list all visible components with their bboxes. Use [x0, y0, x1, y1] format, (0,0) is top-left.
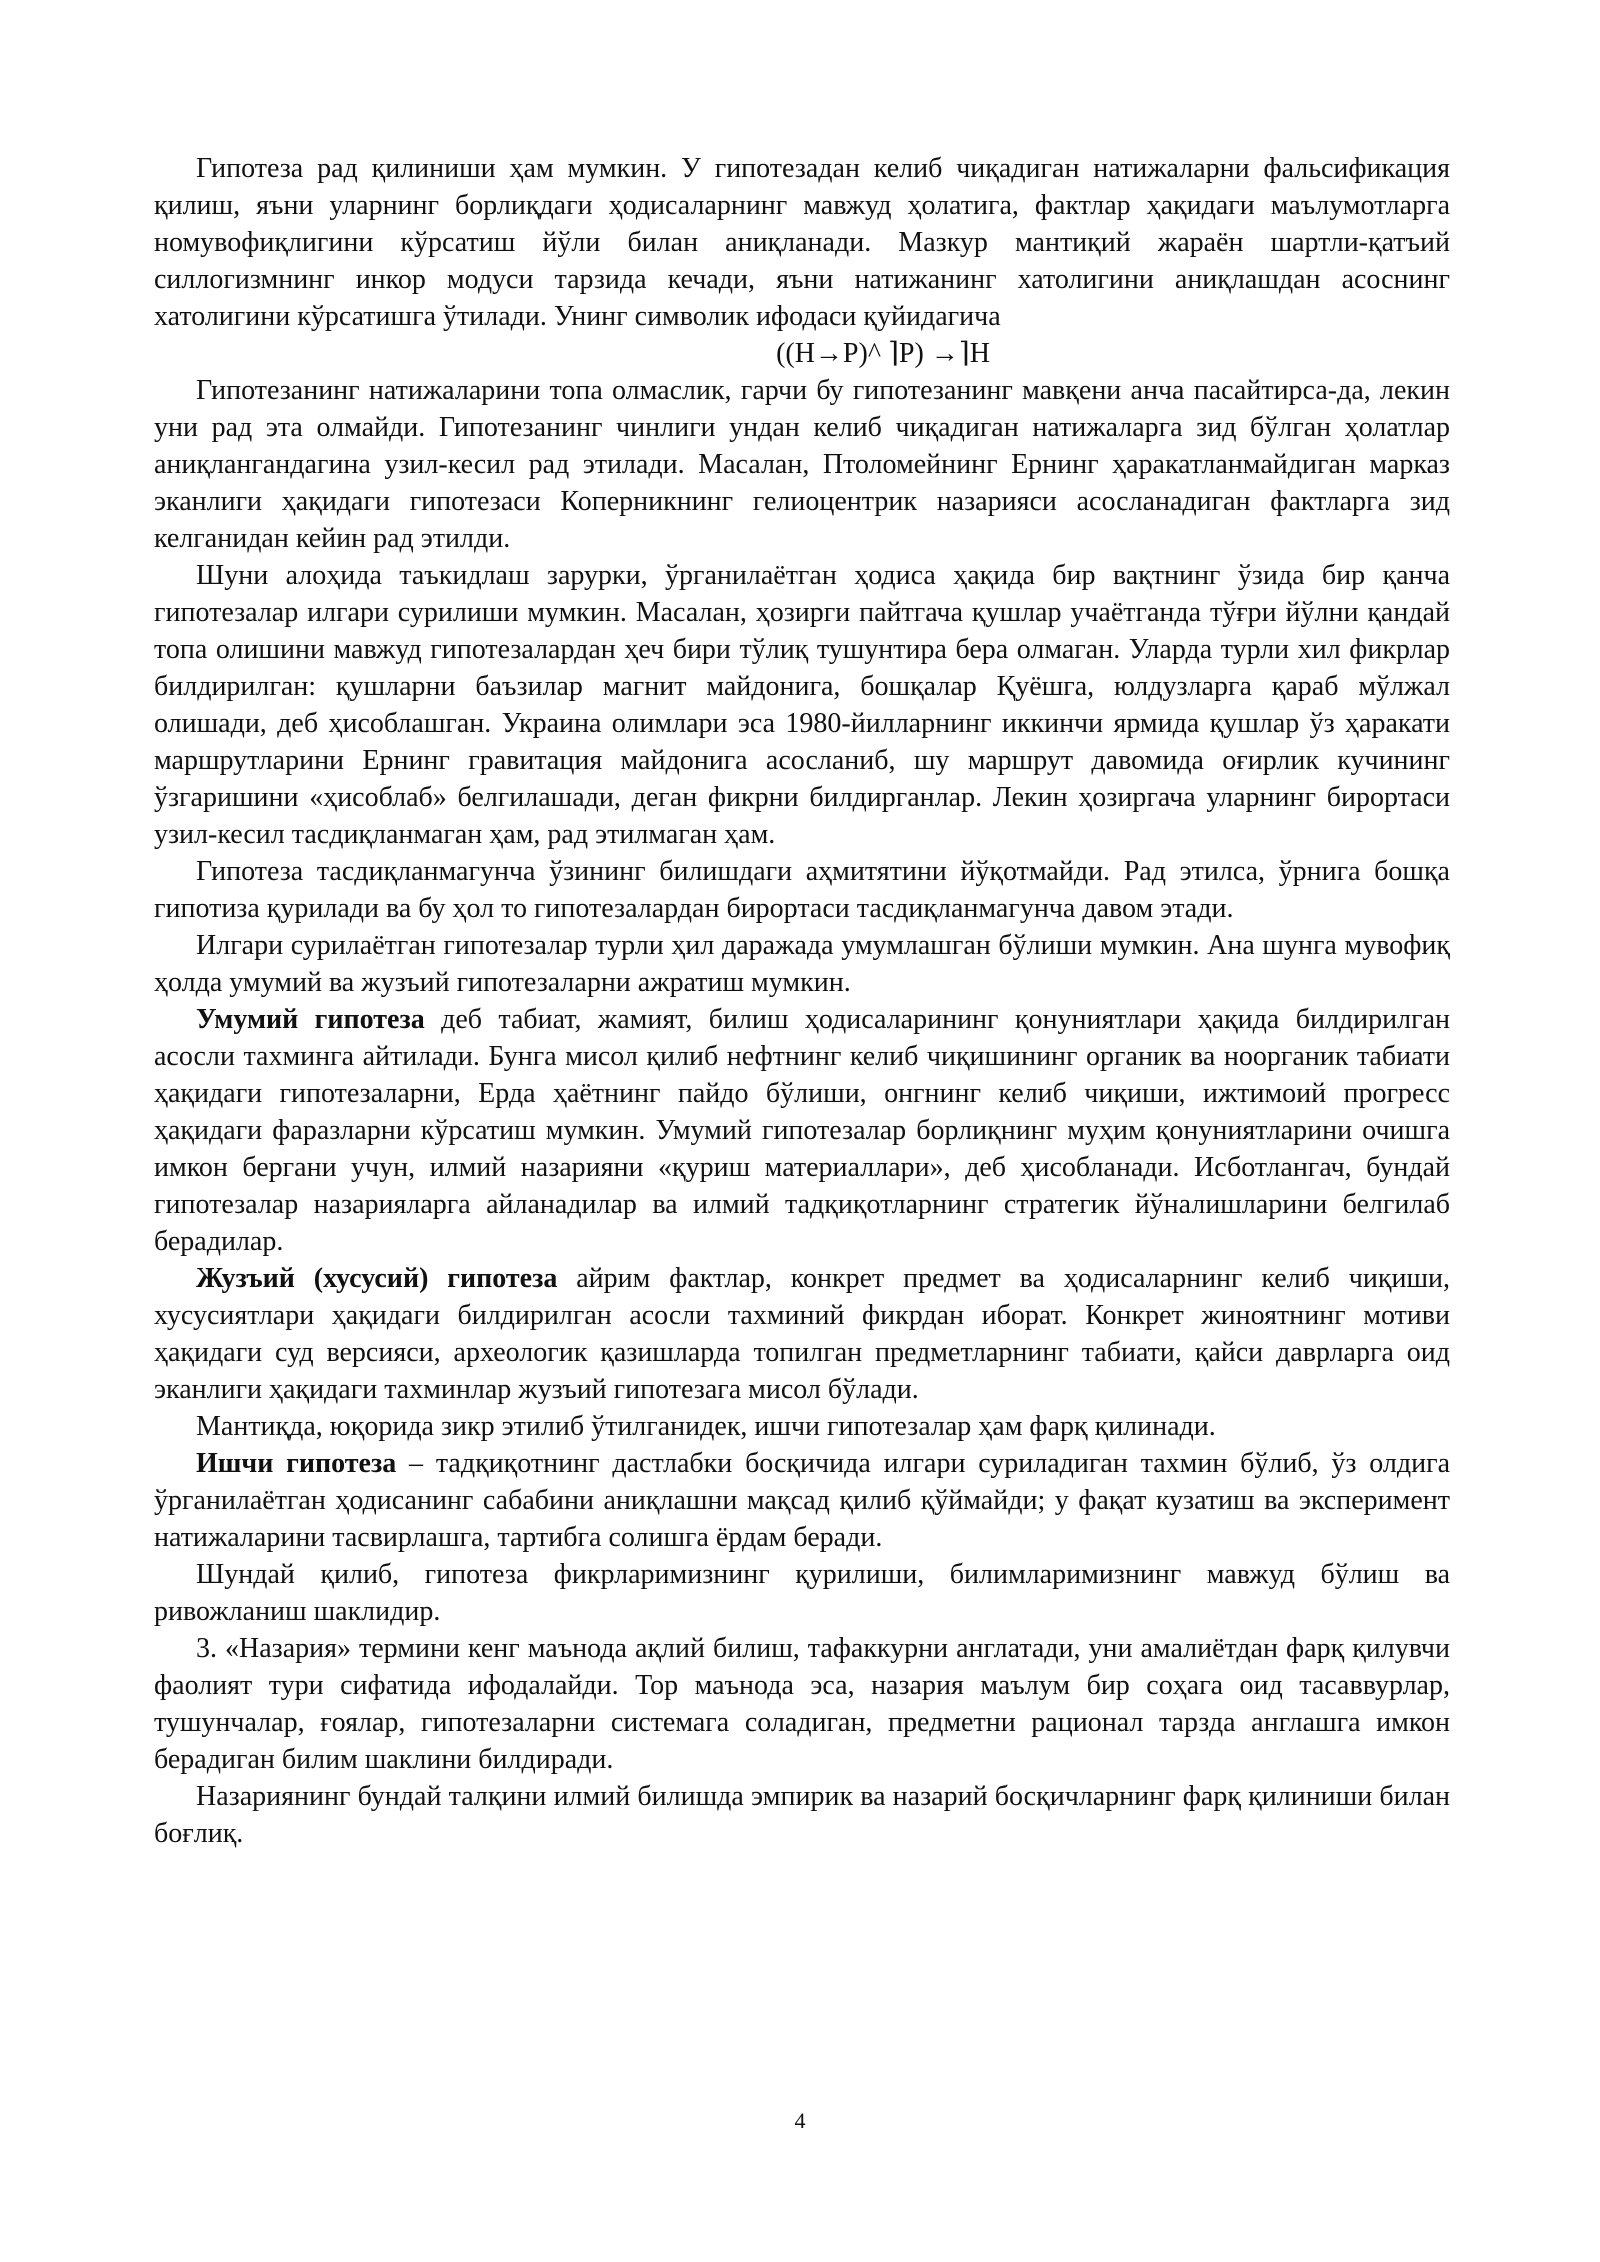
paragraph: Шундай қилиб, гипотеза фикрларимизнинг қурилиши, билимларимизнинг мавжуд бўлиш ва ривожланиш шаклидир. — [154, 1559, 1450, 1627]
paragraph-text: айрим фактлар, конкрет предмет ва ҳодисаларнинг келиб чиқиши, хусусиятлари ҳақидаги билдирилган асосли тахминий фикрдан иборат. Конкрет жиноятнинг мотиви ҳақидаги суд версияси, археологик қазишларда топилган предметларнинг табиати, қайси даврларга оид эканлиги ҳақидаги тахминлар жузъий гипотезага мисол бўлади. — [154, 1263, 1451, 1405]
paragraph: Назариянинг бундай талқини илмий билишда эмпирик ва назарий босқичларнинг фарқ қилиниши билан боғлиқ. — [154, 1781, 1450, 1849]
paragraph: Шуни алоҳида таъкидлаш зарурки, ўрганилаётган ҳодиса ҳақида бир вақтнинг ўзида бир қанча гипотезалар илгари сурилиши мумкин. Масалан, ҳозирги пайтгача қушлар учаётганда тўғри йўлни қандай топа олишини мавжуд гипотезалардан ҳеч бири тўлиқ тушунтира бера олмаган. Уларда турли хил фикрлар билдирилган: қушларни баъзилар магнит майдонига, бошқалар Қуёшга, юлдузларга қараб мўлжал олишади, деб ҳисоблашган. Украина олимлари эса 1980-йилларнинг иккинчи ярмида қушлар ўз ҳаракати маршрутларини Ернинг гравитация майдонига асосланиб, шу маршрут давомида оғирлик кучининг ўзгаришини «ҳисоблаб» белгилашади, деган фикрни билдирганлар. Лекин ҳозиргача уларнинг бирортаси узил-кесил тасдиқланмаган ҳам, рад этилмаган ҳам. — [154, 560, 1450, 850]
term-bold: Умумий гипотеза — [196, 1004, 425, 1035]
paragraph: Илгари сурилаётган гипотезалар турли ҳил даражада умумлашган бўлиши мумкин. Ана шунга мувофиқ ҳолда умумий ва жузъий гипотезаларни ажратиш мумкин. — [154, 930, 1450, 998]
formula: ((H→P)^ ⌉P) →⌉H — [776, 338, 990, 369]
paragraph: Гипотезанинг натижаларини топа олмаслик, гарчи бу гипотезанинг мавқени анча пасайтирса-да, лекин уни рад эта олмайди. Гипотезанинг чинлиги ундан келиб чиқадиган натижаларга зид бўлган ҳолатлар аниқлангандагина узил-кесил рад этилади. Масалан, Птоломейнинг Ернинг ҳаракатланмайдиган марказ эканлиги ҳақидаги гипотезаси Коперникнинг гелиоцентрик назарияси асосланадиган фактларга зид келганидан кейин рад этилди. — [154, 375, 1450, 554]
term-bold: Ишчи гипотеза — [196, 1448, 397, 1479]
body-text — [154, 150, 1450, 1852]
paragraph: Мантиқда, юқорида зикр этилиб ўтилганидек, ишчи гипотезалар ҳам фарқ қилинади. — [196, 1411, 1216, 1442]
paragraph-general-hypothesis — [154, 1001, 1450, 1260]
paragraph: Гипотеза тасдиқланмагунча ўзининг билишдаги аҳмитятини йўқотмайди. Рад этилса, ўрнига бошқа гипотиза қурилади ва бу ҳол то гипотезалардан бирортаси тасдиқланмагунча давом этади. — [154, 856, 1450, 924]
term-bold: Жузъий (хусусий) гипотеза — [196, 1263, 558, 1294]
paragraph-working-hypothesis — [154, 1445, 1450, 1556]
paragraph: Гипотеза рад қилиниши ҳам мумкин. У гипотезадан келиб чиқадиган натижаларни фальсификация қилиш, яъни уларнинг борлиқдаги ҳодисаларнинг мавжуд ҳолатига, фактлар ҳақидаги маълумотларга номувофиқлигини кўрсатиш йўли билан аниқланади. Мазкур мантиқий жараён шартли-қатъий силлогизмнинг инкор модуси тарзида кечади, яъни натижанинг хатолигини аниқлашдан асоснинг хатолигини кўрсатишга ўтилади. Унинг символик ифодаси қуйидагича — [154, 153, 1450, 332]
paragraph-text: – тадқиқотнинг дастлабки босқичида илгари суриладиган тахмин бўлиб, ўз олдига ўрганилаётган ҳодисанинг сабабини аниқлашни мақсад қилиб қўймайди; у фақат кузатиш ва эксперимент натижаларини тасвирлашга, тартибга солишга ёрдам беради. — [154, 1448, 1450, 1553]
paragraph-particular-hypothesis — [154, 1260, 1450, 1408]
page-number: 4 — [794, 2108, 806, 2133]
paragraph: 3. «Назария» термини кенг маънода ақлий билиш, тафаккурни англатади, уни амалиётдан фарқ қилувчи фаолият тури сифатида ифодалайди. Тор маънода эса, назария маълум бир соҳага оид тасаввурлар, тушунчалар, ғоялар, гипотезаларни системага соладиган, предметни рационал тарзда англашга имкон берадиган билим шаклини билдиради. — [154, 1633, 1450, 1775]
paragraph-text: деб табиат, жамият, билиш ҳодисаларининг қонуниятлари ҳақида билдирилган асосли тахминга айтилади. Бунга мисол қилиб нефтнинг келиб чиқишининг органик ва ноорганик табиати ҳақидаги гипотезаларни, Ерда ҳаётнинг пайдо бўлиши, онгнинг келиб чиқиши, ижтимоий прогресс ҳақидаги фаразларни кўрсатиш мумкин. Умумий гипотезалар борлиқнинг муҳим қонуниятларини очишга имкон бергани учун, илмий назарияни «қуриш материаллари», деб ҳисобланади. Исботлангач, бундай гипотезалар назарияларга айланадилар ва илмий тадқиқотларнинг стратегик йўналишларини белгилаб берадилар. — [154, 1004, 1450, 1257]
